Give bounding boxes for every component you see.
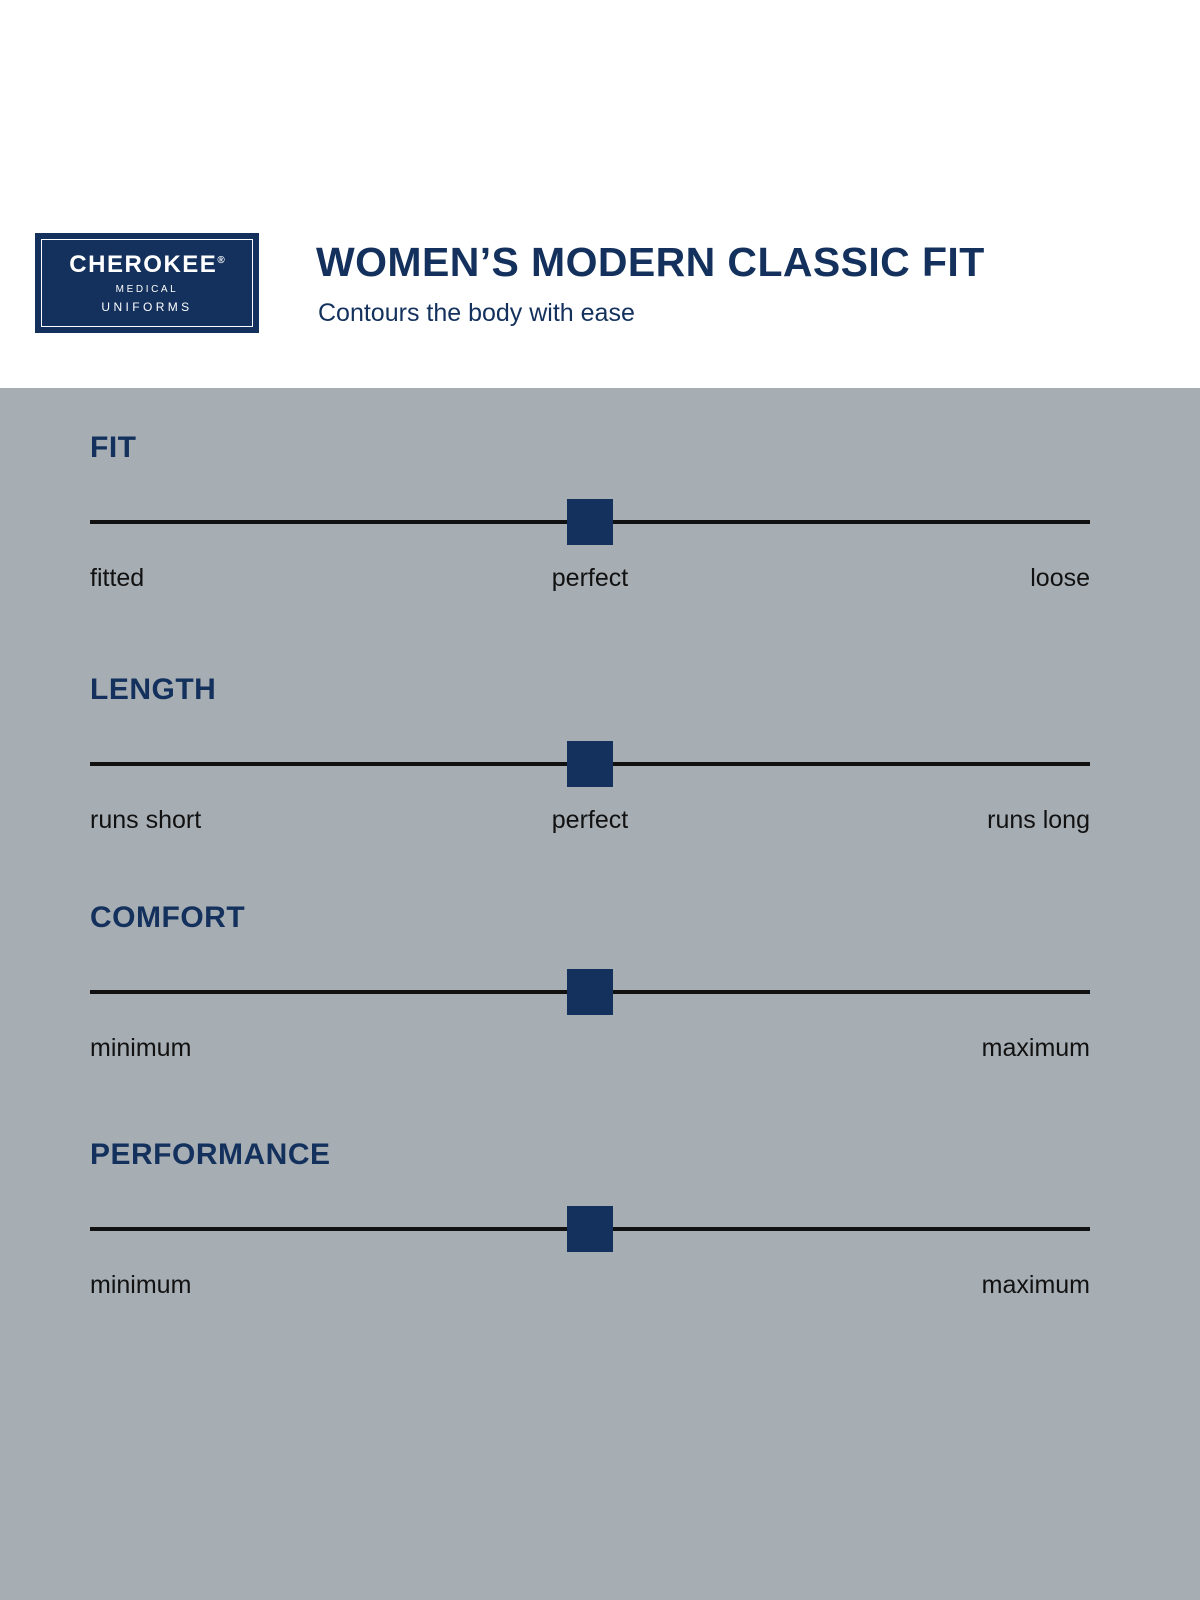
- scale-fit-marker[interactable]: [567, 499, 613, 545]
- brand-logo: [35, 233, 259, 333]
- scale-length-label: LENGTH: [90, 673, 217, 706]
- scale-length-track-wrap[interactable]: [90, 741, 1090, 787]
- registered-trademark-icon: ®: [217, 255, 225, 266]
- scale-comfort-marker[interactable]: [567, 969, 613, 1015]
- scale-length-mid-label: perfect: [551, 806, 629, 834]
- brand-logo-name-text: CHEROKEE: [69, 251, 218, 278]
- scale-performance-right-label: maximum: [981, 1271, 1090, 1299]
- scale-performance-endlabels: [90, 1270, 1090, 1304]
- scale-fit-mid-label: perfect: [551, 564, 629, 592]
- scale-comfort-label: COMFORT: [90, 901, 246, 934]
- header: [0, 0, 1200, 388]
- scale-performance-label: PERFORMANCE: [90, 1138, 331, 1171]
- scale-fit-left-label: fitted: [90, 564, 145, 592]
- scale-length-right-label: runs long: [987, 806, 1090, 834]
- scale-comfort-left-label: minimum: [90, 1034, 192, 1062]
- scale-length-left-label: runs short: [90, 806, 202, 834]
- scale-length: [90, 675, 1090, 839]
- page-subtitle: Contours the body with ease: [318, 299, 635, 327]
- fit-scales-panel: [0, 388, 1200, 1600]
- page-title: WOMEN’S MODERN CLASSIC FIT: [316, 239, 985, 285]
- scale-fit-endlabels: [90, 563, 1090, 597]
- scale-performance: [90, 1140, 1090, 1304]
- scale-comfort-endlabels: [90, 1033, 1090, 1067]
- scale-performance-marker[interactable]: [567, 1206, 613, 1252]
- brand-logo-line3: UNIFORMS: [101, 300, 193, 314]
- scale-comfort: [90, 903, 1090, 1067]
- scale-fit: [90, 433, 1090, 597]
- brand-logo-name: [69, 253, 224, 277]
- brand-logo-frame: [41, 239, 253, 327]
- scale-fit-label: FIT: [90, 431, 137, 464]
- scale-fit-right-label: loose: [1030, 564, 1090, 592]
- scale-fit-track-wrap[interactable]: [90, 499, 1090, 545]
- scale-comfort-right-label: maximum: [981, 1034, 1090, 1062]
- scale-length-endlabels: [90, 805, 1090, 839]
- scale-length-marker[interactable]: [567, 741, 613, 787]
- scale-comfort-track-wrap[interactable]: [90, 969, 1090, 1015]
- scale-performance-track-wrap[interactable]: [90, 1206, 1090, 1252]
- brand-logo-line2: MEDICAL: [115, 284, 179, 295]
- scale-performance-left-label: minimum: [90, 1271, 192, 1299]
